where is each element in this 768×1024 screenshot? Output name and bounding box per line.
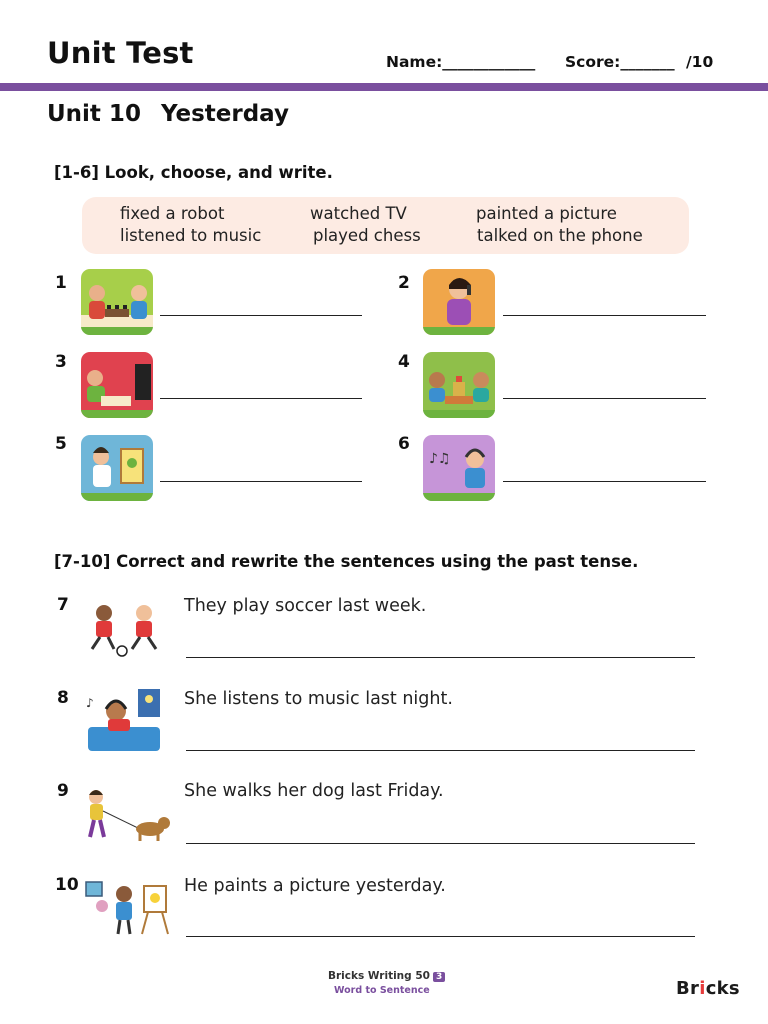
logo-text: cks: [705, 978, 740, 999]
bricks-logo: [676, 978, 740, 999]
question-number: 10: [55, 875, 79, 895]
question-number: 9: [57, 781, 69, 801]
answer-line[interactable]: [186, 750, 695, 751]
chess-children-icon: [81, 269, 153, 335]
answer-line[interactable]: [186, 657, 695, 658]
score-total: /10: [686, 53, 714, 71]
sentence-text: She listens to music last night.: [184, 689, 453, 709]
kids-soccer-icon: [82, 597, 174, 659]
word-bank-item: talked on the phone: [477, 226, 643, 245]
word-bank-item: played chess: [313, 226, 421, 245]
unit-name: Yesterday: [160, 101, 289, 127]
footer-brand: [328, 970, 445, 982]
header-divider: [0, 83, 768, 91]
boy-painting-icon: [82, 878, 174, 940]
word-bank-item: painted a picture: [476, 204, 617, 223]
girl-dog-walk-icon: [82, 785, 174, 847]
boy-music-icon: [423, 435, 495, 501]
word-bank-item: watched TV: [310, 204, 407, 223]
word-bank-item: listened to music: [120, 226, 262, 245]
word-bank: [82, 197, 689, 254]
unit-number: Unit 10: [47, 101, 141, 127]
answer-line[interactable]: [160, 481, 362, 482]
part2-instruction: [7-10] Correct and rewrite the sentences using the past tense.: [54, 552, 639, 571]
page-title: Unit Test: [47, 36, 194, 70]
girl-phone-icon: [423, 269, 495, 335]
answer-line[interactable]: [503, 481, 706, 482]
answer-line[interactable]: [160, 315, 362, 316]
logo-accent-letter: i: [699, 978, 706, 999]
answer-line[interactable]: [503, 315, 706, 316]
answer-line[interactable]: [160, 398, 362, 399]
answer-line[interactable]: [186, 843, 695, 844]
answer-line[interactable]: [186, 936, 695, 937]
answer-line[interactable]: [503, 398, 706, 399]
question-number: 7: [57, 595, 69, 615]
level-badge: 3: [433, 972, 445, 982]
woman-painting-icon: [81, 435, 153, 501]
svg-text:♪♫: ♪♫: [429, 451, 451, 467]
word-bank-item: fixed a robot: [120, 204, 225, 223]
question-number: 1: [55, 273, 67, 293]
footer-brand-text: Bricks Writing 50: [328, 970, 430, 982]
question-number: 4: [398, 352, 410, 372]
unit-title: [47, 101, 289, 127]
question-number: 5: [55, 434, 67, 454]
part1-instruction: [1-6] Look, choose, and write.: [54, 163, 333, 182]
question-number: 2: [398, 273, 410, 293]
score-field[interactable]: Score:_______: [565, 53, 675, 71]
sentence-text: He paints a picture yesterday.: [184, 876, 446, 896]
name-field[interactable]: Name:____________: [386, 53, 536, 71]
boy-tv-icon: [81, 352, 153, 418]
svg-text:♪: ♪: [86, 696, 94, 710]
question-number: 8: [57, 688, 69, 708]
logo-text: Br: [676, 978, 700, 999]
question-number: 3: [55, 352, 67, 372]
sentence-text: They play soccer last week.: [184, 596, 427, 616]
sentence-text: She walks her dog last Friday.: [184, 781, 444, 801]
question-number: 6: [398, 434, 410, 454]
children-robot-icon: [423, 352, 495, 418]
footer-subtitle: Word to Sentence: [334, 985, 430, 996]
girl-headphones-icon: [82, 687, 174, 749]
